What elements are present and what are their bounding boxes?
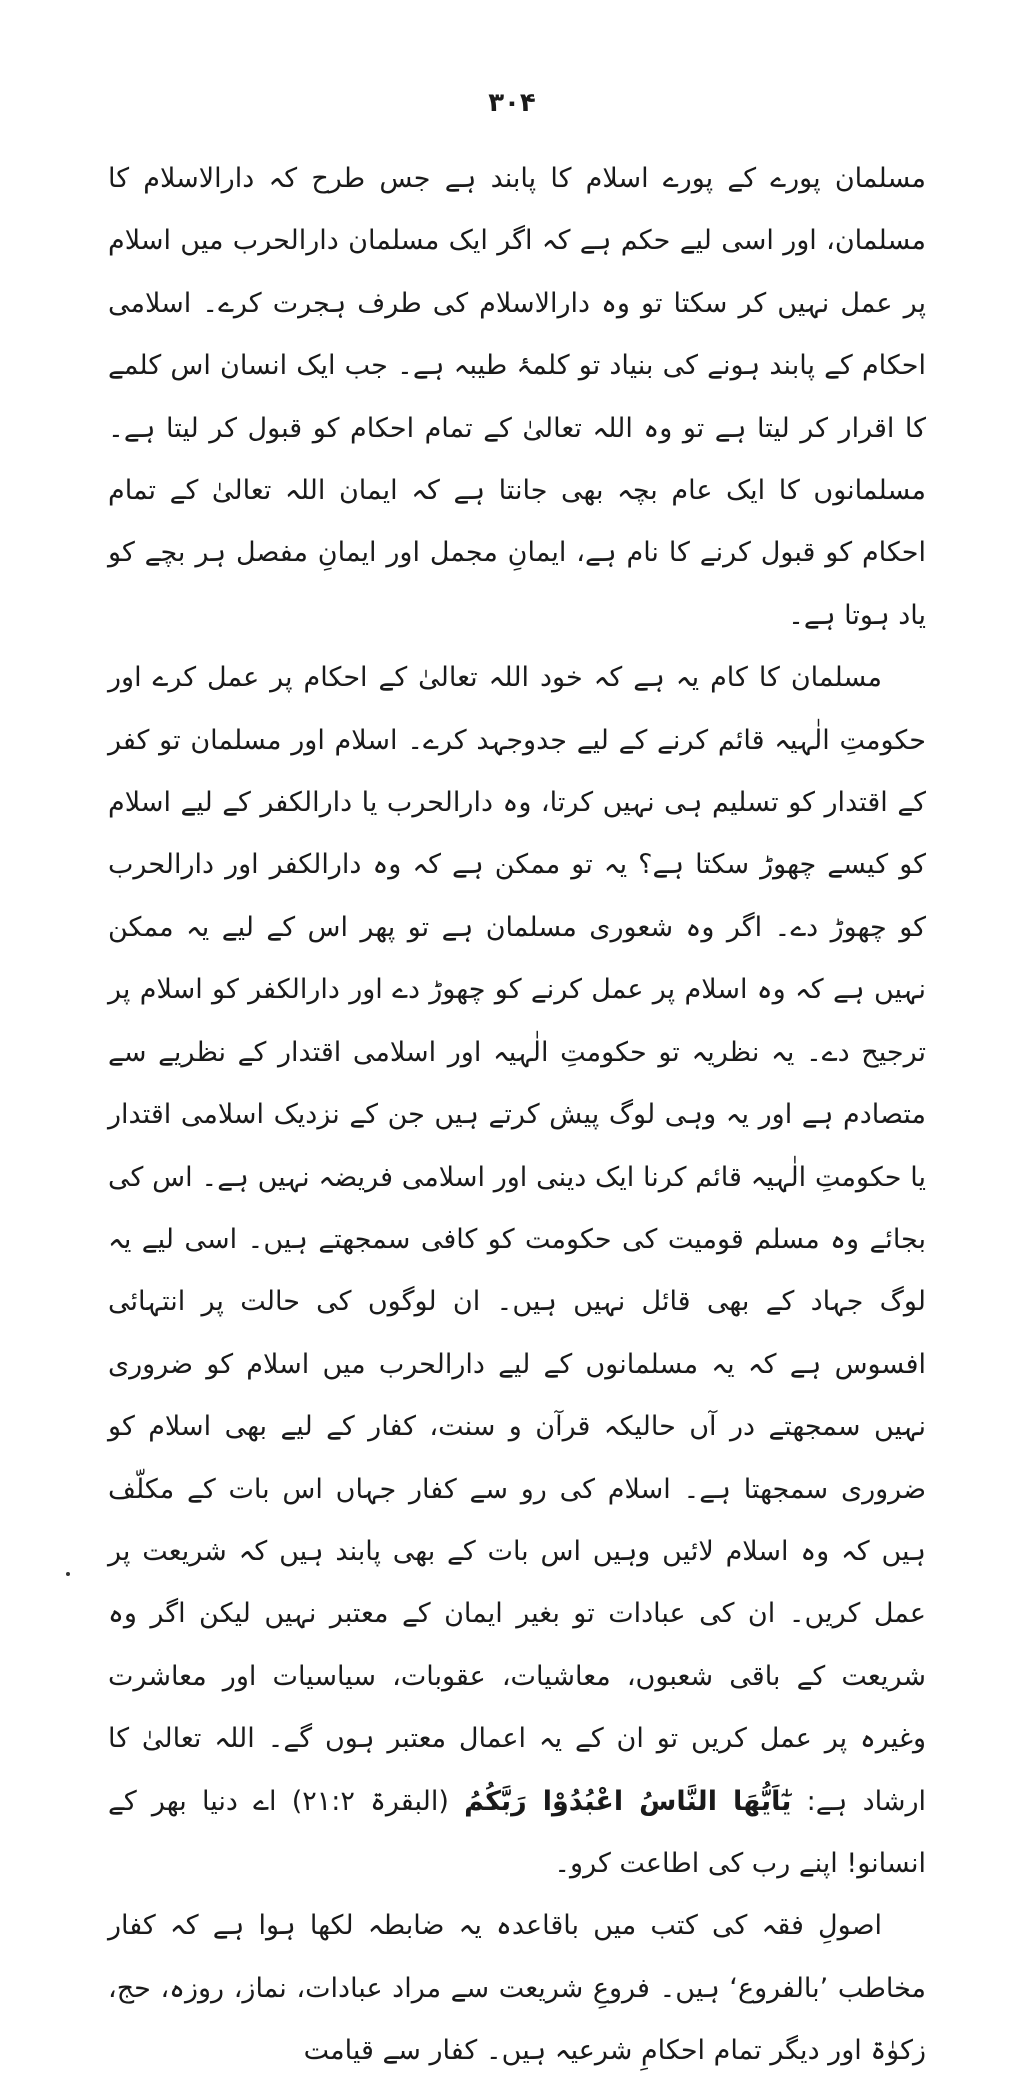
body-text: [108, 148, 926, 2083]
paragraph-2-text: مسلمان کا کام یہ ہے کہ خود اللہ تعالیٰ کے احکام پر عمل کرے اور حکومتِ الٰہیہ قائم کرنے کے لیے جدوجہد کرے۔ اسلام اور مسلمان تو کفر کے اقتدار کو تسلیم ہی نہیں کرتا، وہ دارالحرب یا دارالکفر کے لیے اسلام کو کیسے چھوڑ سکتا ہے؟ یہ تو ممکن ہے کہ وہ دارالکفر اور دارالحرب کو چھوڑ دے۔ اگر وہ شعوری مسلمان ہے تو پھر اس کے لیے یہ ممکن نہیں ہے کہ وہ اسلام پر عمل کرنے کو چھوڑ دے اور دارالکفر کو اسلام پر ترجیح دے۔ یہ نظریہ تو حکومتِ الٰہیہ اور اسلامی اقتدار کے نظریے سے متصادم ہے اور یہ وہی لوگ پیش کرتے ہیں جن کے نزدیک اسلامی اقتدار یا حکومتِ الٰہیہ قائم کرنا ایک دینی اور اسلامی فریضہ نہیں ہے۔ اس کی بجائے وہ مسلم قومیت کی حکومت کو کافی سمجھتے ہیں۔ اسی لیے یہ لوگ جہاد کے بھی قائل نہیں ہیں۔ ان لوگوں کی حالت پر انتہائی افسوس ہے کہ یہ مسلمانوں کے لیے دارالحرب میں اسلام کو ضروری نہیں سمجھتے در آں حالیکہ قرآن و سنت، کفار کے لیے بھی اسلام کو ضروری سمجھتا ہے۔ اسلام کی رو سے کفار جہاں اس بات کے مکلّف ہیں کہ وہ اسلام لائیں وہیں اس بات کے بھی پابند ہیں کہ شریعت پر عمل کریں۔ ان کی عبادات تو بغیر ایمان کے معتبر نہیں لیکن اگر وہ شریعت کے باقی شعبوں، معاشیات، عقوبات، سیاسیات اور معاشرت وغیرہ پر عمل کریں تو ان کے یہ اعمال معتبر ہوں گے۔ اللہ تعالیٰ کا ارشاد ہے:: [108, 662, 926, 1817]
paragraph-3: اصولِ فقہ کی کتب میں باقاعدہ یہ ضابطہ لکھا ہوا ہے کہ کفار مخاطب ’بالفروع‘ ہیں۔ فروعِ شریعت سے مراد عبادات، نماز، روزہ، حج، زکوٰۃ اور دیگر تمام احکامِ شرعیہ ہیں۔ کفار سے قیامت: [108, 1910, 926, 2067]
page-number: ۳۰۴: [488, 88, 536, 118]
paragraph-2: [108, 647, 926, 1895]
quran-quote: یٰٓاَیُّھَا النَّاسُ اعْبُدُوْا رَبَّکُمُ: [464, 1785, 792, 1817]
quran-reference: (البقرۃ ۲۱:۲): [291, 1785, 449, 1817]
scan-speck: [66, 1572, 70, 1576]
quote-translation: اے دنیا بھر کے انسانو! اپنے رب کی اطاعت کرو۔: [108, 1785, 926, 1879]
paragraph-1: مسلمان پورے کے پورے اسلام کا پابند ہے جس طرح کہ دارالاسلام کا مسلمان، اور اسی لیے حکم ہے کہ اگر ایک مسلمان دارالحرب میں اسلام پر عمل نہیں کر سکتا تو وہ دارالاسلام کی طرف ہجرت کرے۔ اسلامی احکام کے پابند ہونے کی بنیاد تو کلمۂ طیبہ ہے۔ جب ایک انسان اس کلمے کا اقرار کر لیتا ہے تو وہ اللہ تعالیٰ کے تمام احکام کو قبول کر لیتا ہے۔ مسلمانوں کا ایک عام بچہ بھی جانتا ہے کہ ایمان اللہ تعالیٰ کے تمام احکام کو قبول کرنے کا نام ہے، ایمانِ مجمل اور ایمانِ مفصل ہر بچے کو یاد ہوتا ہے۔: [108, 163, 926, 631]
